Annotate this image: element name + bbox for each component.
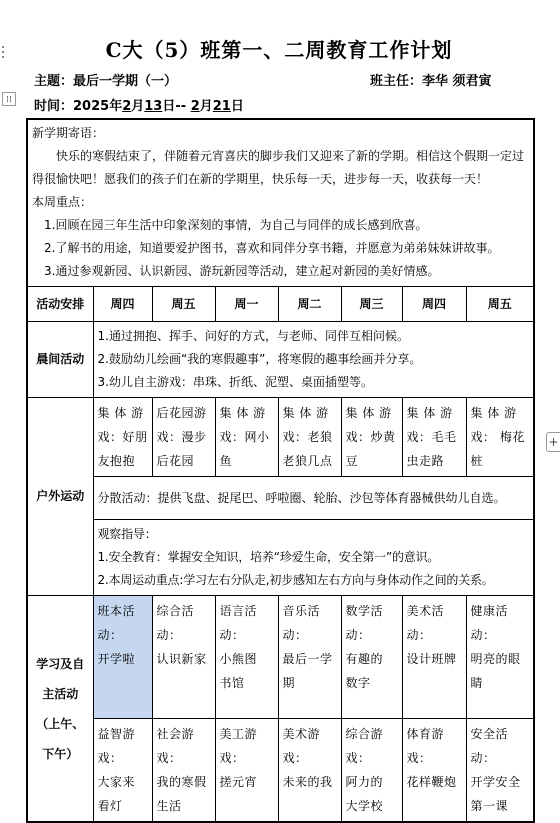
- day-header: 周三: [341, 287, 402, 322]
- message-body: 快乐的寒假结束了，伴随着元宵喜庆的脚步我们又迎来了新的学期。相信这个假期一定过得很愉快吧！愿我们的孩子们在新的学期里，快乐每一天，进步每一天，收获每一天！: [32, 149, 525, 186]
- outdoor-game-cell: 集 体 游 戏：网小 鱼: [215, 398, 278, 477]
- learning-row-2: [27, 719, 534, 823]
- teacher-label: 班主任：: [370, 74, 423, 89]
- focus-item: 3.通过参观新园、认识新园、游玩新园等活动，建立起对新园的美好情感。: [44, 264, 440, 278]
- range-sep: 日--: [162, 99, 191, 114]
- end-month: 2: [190, 99, 200, 114]
- learning-cell: 体育游 戏： 花样鞭炮: [402, 719, 466, 823]
- time-label: 时间：: [34, 99, 74, 114]
- message-row: [27, 119, 534, 287]
- theme-line: [34, 70, 177, 89]
- observe-item: 2.本周运动重点:学习左右分队走,初步感知左右方向与身体动作之间的关系。: [97, 573, 494, 587]
- day-header: 周五: [152, 287, 215, 322]
- learning-cell[interactable]: 班本活 动： 开学啦: [93, 596, 152, 719]
- message-heading: 新学期寄语：: [32, 126, 105, 140]
- focus-item: 2.了解书的用途，知道要爱护图书，喜欢和同伴分享书籍，并愿意为弟弟妹妹讲故事。: [44, 241, 500, 255]
- outdoor-observe-row: [27, 520, 534, 596]
- month-unit: 月: [131, 99, 145, 114]
- time-year: 2025年: [73, 99, 123, 114]
- add-column-button[interactable]: +: [546, 432, 560, 452]
- morning-row: [27, 322, 534, 398]
- focus-heading: 本周重点：: [32, 195, 93, 209]
- outdoor-game-cell: 后花园游 戏：漫步 后花园: [152, 398, 215, 477]
- learning-sub-label: （上午、下午）: [36, 716, 85, 761]
- morning-cell: [93, 322, 534, 398]
- message-cell: [27, 119, 534, 287]
- learning-cell: 音乐活 动： 最后一学 期: [278, 596, 341, 719]
- morning-item: 1.通过拥抱、挥手、问好的方式，与老师、同伴互相问候。: [97, 329, 409, 343]
- observe-heading: 观察指导：: [97, 527, 157, 541]
- theme-label: 主题：: [34, 74, 74, 89]
- learning-cell: 健康活 动： 明亮的眼 睛: [466, 596, 534, 719]
- day-header: 周四: [402, 287, 466, 322]
- morning-item: 2.鼓励幼儿绘画“我的寒假趣事”，将寒假的趣事绘画并分享。: [97, 352, 422, 366]
- learning-cell: 美术活 动： 设计班牌: [402, 596, 466, 719]
- learning-cell: 益智游 戏： 大家来 看灯: [93, 719, 152, 823]
- outdoor-games-row: [27, 398, 534, 477]
- learning-cell: 语言活 动： 小熊图 书馆: [215, 596, 278, 719]
- time-line: [34, 95, 244, 114]
- morning-label: 晨间活动: [27, 322, 93, 398]
- table-move-handle-icon[interactable]: ⁞⁞: [2, 92, 16, 106]
- observe-cell: [93, 520, 534, 596]
- day-header: 周五: [466, 287, 534, 322]
- plan-table: [26, 118, 535, 823]
- learning-cell: 美术游 戏： 未来的我: [278, 719, 341, 823]
- outdoor-game-cell: 集 体 游 戏：炒黄 豆: [341, 398, 402, 477]
- observe-item: 1.安全教育：掌握安全知识，培养“珍爱生命，安全第一”的意识。: [97, 550, 440, 564]
- plan-document: [26, 118, 533, 813]
- learning-label-text: 学习及自主活动: [36, 656, 85, 701]
- outdoor-label: 户外运动: [27, 398, 93, 596]
- morning-item: 3.幼儿自主游戏：串珠、折纸、泥塑、桌面插塑等。: [97, 375, 373, 389]
- day-header: 周一: [215, 287, 278, 322]
- learning-cell: 综合游 戏： 阿力的 大学校: [341, 719, 402, 823]
- learning-cell: 数学活 动： 有趣的 数字: [341, 596, 402, 719]
- outdoor-free-row: [27, 477, 534, 520]
- learning-cell: 美工游 戏： 搓元宵: [215, 719, 278, 823]
- teacher-line: [370, 70, 492, 89]
- free-activity-cell: 分散活动：提供飞盘、捉尾巴、呼啦圈、轮胎、沙包等体育器械供幼儿自选。: [93, 477, 534, 520]
- focus-item: 1.回顾在园三年生活中印象深刻的事情，为自己与同伴的成长感到欣喜。: [44, 218, 428, 232]
- outdoor-game-cell: 集 体 游 戏： 梅花 桩: [466, 398, 534, 477]
- page-title: C大（5）班第一、二周教育工作计划: [105, 38, 453, 62]
- outdoor-game-cell: 集 体 游 戏：老狼 老狼几点: [278, 398, 341, 477]
- outdoor-game-cell: 集 体 游 戏：毛毛 虫走路: [402, 398, 466, 477]
- activity-header: 活动安排: [27, 287, 93, 322]
- month-unit: 月: [199, 99, 213, 114]
- start-day: 13: [144, 99, 163, 114]
- teacher-value: 李华 须君寅: [422, 74, 492, 89]
- learning-label: [27, 596, 93, 823]
- day-unit: 日: [230, 99, 244, 114]
- learning-cell: 安全活 动： 开学安全 第一课: [466, 719, 534, 823]
- theme-value: 最后一学期（一）: [73, 74, 178, 89]
- schedule-header-row: [27, 287, 534, 322]
- start-month: 2: [122, 99, 132, 114]
- learning-cell: 社会游 戏： 我的寒假 生活: [152, 719, 215, 823]
- end-day: 21: [212, 99, 231, 114]
- outdoor-game-cell: 集 体 游 戏：好朋 友抱抱: [93, 398, 152, 477]
- learning-cell: 综合活 动： 认识新家: [152, 596, 215, 719]
- day-header: 周二: [278, 287, 341, 322]
- day-header: 周四: [93, 287, 152, 322]
- learning-row-1: [27, 596, 534, 719]
